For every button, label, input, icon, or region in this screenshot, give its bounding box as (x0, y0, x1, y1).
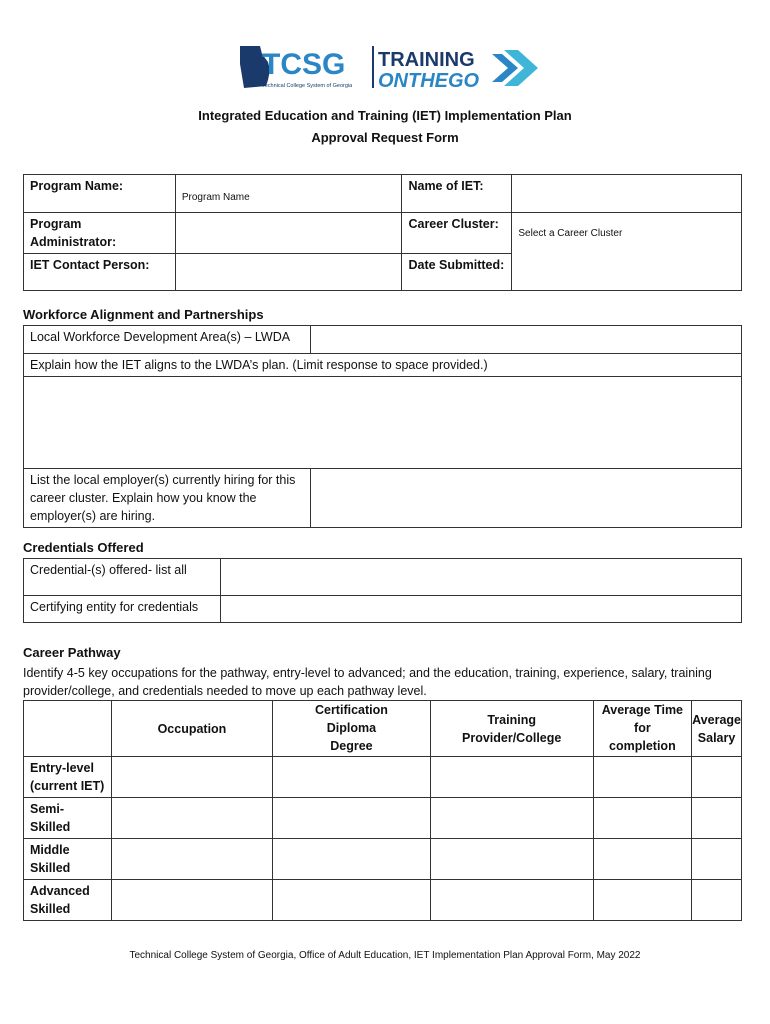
logo-org-text: TCSG (262, 48, 346, 81)
salary-cell[interactable] (692, 839, 742, 880)
certification-cell[interactable] (273, 757, 431, 798)
logo-brand-line2: ONTHEGO (378, 70, 480, 90)
career-pathway-heading: Career Pathway (23, 645, 121, 660)
row-label-line1: Semi- (30, 802, 65, 816)
table-row (24, 798, 742, 839)
header-provider-line1: Training (487, 712, 536, 727)
workforce-table (23, 325, 742, 528)
salary-cell[interactable] (692, 757, 742, 798)
header-average-time (593, 701, 691, 757)
salary-cell[interactable] (692, 798, 742, 839)
occupation-cell[interactable] (111, 880, 272, 921)
row-label-entry-level (24, 757, 112, 798)
row-label-line1: Entry-level (30, 761, 94, 775)
certification-cell[interactable] (273, 839, 431, 880)
row-label-line2: Skilled (30, 861, 71, 875)
certification-cell[interactable] (273, 880, 431, 921)
pathway-corner-cell (24, 701, 112, 757)
provider-cell[interactable] (430, 839, 593, 880)
header-cert-line3: Degree (330, 739, 373, 753)
provider-cell[interactable] (430, 757, 593, 798)
salary-cell[interactable] (692, 880, 742, 921)
credentials-table (23, 558, 742, 623)
row-label-line2: Skilled (30, 820, 71, 834)
time-cell[interactable] (593, 798, 691, 839)
form-title-line1: Integrated Education and Training (IET) Implementation Plan (198, 108, 572, 123)
page-footer: Technical College System of Georgia, Office of Adult Education, IET Implementation Plan Approval Form, May 2022 (129, 950, 641, 961)
lwda-field[interactable] (310, 326, 741, 354)
tcsg-training-on-the-go-logo (238, 44, 542, 90)
occupation-cell[interactable] (111, 757, 272, 798)
row-label-line2: (current IET) (30, 779, 105, 793)
lwda-explain-label: Explain how the IET aligns to the LWDA’s plan. (Limit response to space provided.) (24, 354, 742, 377)
table-row (24, 839, 742, 880)
time-cell[interactable] (593, 839, 691, 880)
name-of-iet-label: Name of IET: (402, 175, 512, 213)
row-label-semi-skilled (24, 798, 112, 839)
header-provider-line2: Provider/College (462, 730, 562, 745)
table-row (24, 757, 742, 798)
career-cluster-label: Career Cluster: (402, 213, 512, 254)
name-of-iet-field[interactable] (512, 175, 742, 213)
occupation-cell[interactable] (111, 798, 272, 839)
credentials-heading: Credentials Offered (23, 540, 144, 555)
credentials-offered-label: Credential-(s) offered- list all (24, 559, 221, 596)
logo-brand-line1: TRAINING (378, 49, 475, 71)
program-administrator-label: Program Administrator: (24, 213, 176, 254)
workforce-heading: Workforce Alignment and Partnerships (23, 307, 264, 322)
certifying-entity-label: Certifying entity for credentials (24, 596, 221, 623)
provider-cell[interactable] (430, 798, 593, 839)
header-training-provider (430, 701, 593, 757)
header-occupation: Occupation (111, 701, 272, 757)
header-cert-line2: Diploma (326, 721, 377, 735)
employers-label: List the local employer(s) currently hiring for this career cluster. Explain how you know the employer(s) are hiring. (24, 469, 311, 528)
provider-cell[interactable] (430, 880, 593, 921)
program-administrator-field[interactable] (175, 213, 402, 254)
career-pathway-intro: Identify 4-5 key occupations for the pathway, entry-level to advanced; and the education, training, experience, salary, training provider/college, and credentials needed to move up each pathway level. (23, 666, 712, 698)
iet-contact-label: IET Contact Person: (24, 254, 176, 291)
certification-cell[interactable] (273, 798, 431, 839)
header-time-line2: for (634, 721, 651, 735)
row-label-advanced-skilled (24, 880, 112, 921)
lwda-explain-field[interactable] (24, 377, 742, 469)
row-label-line2: Skilled (30, 902, 71, 916)
logo-org-subtext: Technical College System of Georgia (262, 83, 353, 89)
program-info-table (23, 174, 742, 291)
header-cert-line1: Certification (314, 703, 388, 717)
header-certification (273, 701, 431, 757)
occupation-cell[interactable] (111, 839, 272, 880)
time-cell[interactable] (593, 757, 691, 798)
certifying-entity-field[interactable] (220, 596, 741, 623)
form-title-line2: Approval Request Form (311, 130, 459, 145)
program-name-field[interactable]: Program Name (175, 175, 402, 213)
header-time-line1: Average Time (601, 703, 684, 717)
row-label-middle-skilled (24, 839, 112, 880)
iet-contact-field[interactable] (175, 254, 402, 291)
program-name-label: Program Name: (24, 175, 176, 213)
time-cell[interactable] (593, 880, 691, 921)
header-salary-line1: Average (692, 712, 741, 727)
date-submitted-label: Date Submitted: (402, 254, 512, 291)
table-row (24, 880, 742, 921)
row-label-line1: Middle (30, 843, 70, 857)
lwda-label: Local Workforce Development Area(s) – LWDA (24, 326, 311, 354)
credentials-offered-field[interactable] (220, 559, 741, 596)
career-pathway-table (23, 700, 742, 921)
row-label-line1: Advanced (30, 884, 90, 898)
header-salary-line2: Salary (697, 730, 736, 745)
career-cluster-select[interactable]: Select a Career Cluster (512, 213, 742, 291)
employers-field[interactable] (310, 469, 741, 528)
header-time-line3: completion (609, 739, 676, 753)
header-average-salary (692, 701, 742, 757)
